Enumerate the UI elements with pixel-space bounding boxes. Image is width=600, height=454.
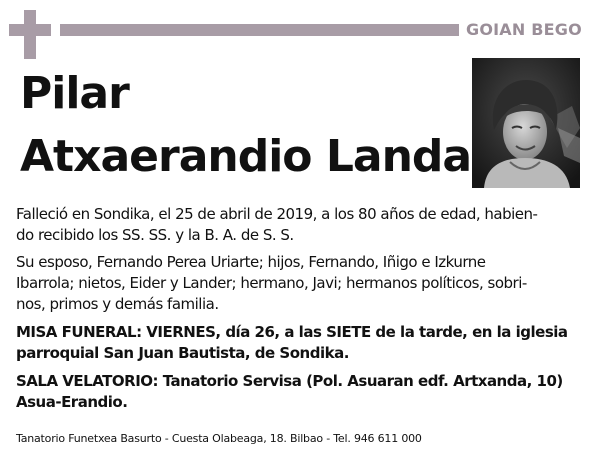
funeral-mass-paragraph xyxy=(16,322,586,364)
text-line: MISA FUNERAL: VIERNES, día 26, a las SIETE de la tarde, en la iglesia xyxy=(16,323,568,341)
wake-room-paragraph xyxy=(16,371,586,413)
family-paragraph xyxy=(16,252,586,315)
section-label: GOIAN BEGO xyxy=(466,20,582,39)
text-line: Su esposo, Fernando Perea Uriarte; hijos, Fernando, Iñigo e Izkurne xyxy=(16,253,486,271)
portrait-photo xyxy=(472,58,580,188)
death-notice-paragraph xyxy=(16,204,586,246)
text-line: do recibido los SS. SS. y la B. A. de S. S. xyxy=(16,226,294,244)
text-line: nos, primos y demás familia. xyxy=(16,295,219,313)
header-rule xyxy=(60,24,459,36)
text-line: parroquial San Juan Bautista, de Sondika. xyxy=(16,344,349,362)
deceased-surnames: Atxaerandio Landa xyxy=(20,131,472,182)
deceased-first-name: Pilar xyxy=(20,68,129,119)
text-line: Falleció en Sondika, el 25 de abril de 2019, a los 80 años de edad, habien- xyxy=(16,205,538,223)
portrait-image xyxy=(472,58,580,188)
funeral-home-footer: Tanatorio Funetxea Basurto - Cuesta Olabeaga, 18. Bilbao - Tel. 946 611 000 xyxy=(16,432,422,445)
text-line: SALA VELATORIO: Tanatorio Servisa (Pol. Asuaran edf. Artxanda, 10) xyxy=(16,372,563,390)
cross-icon-arm xyxy=(9,24,51,36)
text-line: Ibarrola; nietos, Eider y Lander; hermano, Javi; hermanos políticos, sobri- xyxy=(16,274,527,292)
text-line: Asua-Erandio. xyxy=(16,393,128,411)
